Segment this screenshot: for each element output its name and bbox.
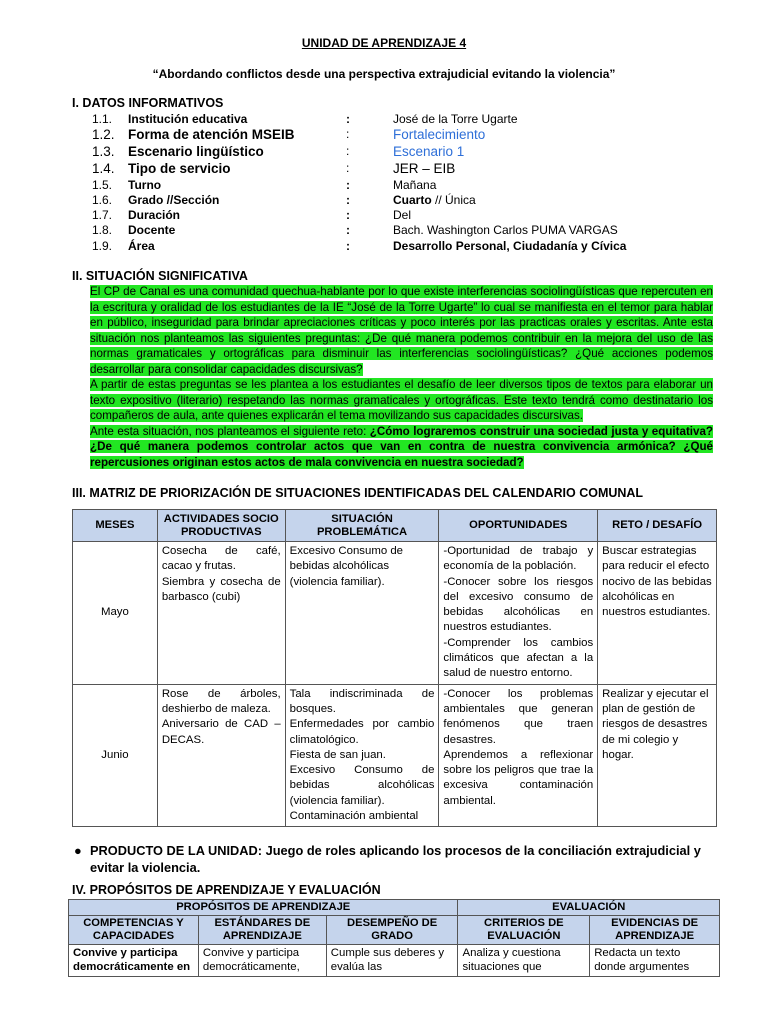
situacion-item: Excesivo Consumo de bebidas alcohólicas (violencia familiar). bbox=[289, 545, 403, 588]
section-matriz-title: III. MATRIZ DE PRIORIZACIÓN DE SITUACIONES IDENTIFICADAS DEL CALENDARIO COMUNAL bbox=[72, 486, 644, 500]
section-datos-title: I. DATOS INFORMATIVOS bbox=[72, 96, 224, 110]
info-colon: : bbox=[346, 178, 350, 192]
info-label: Tipo de servicio bbox=[128, 161, 231, 176]
info-label: Área bbox=[128, 239, 155, 253]
table-row bbox=[69, 945, 720, 977]
header-situacion: SITUACIÓN PROBLEMÁTICA bbox=[285, 510, 439, 542]
oportunidades-cell bbox=[439, 684, 598, 827]
header-estandares: ESTÁNDARES DE APRENDIZAJE bbox=[198, 916, 326, 945]
info-row-grado bbox=[92, 193, 712, 209]
mes-cell: Junio bbox=[73, 684, 158, 827]
info-colon: : bbox=[346, 144, 350, 158]
situacion-text bbox=[90, 284, 713, 470]
info-value bbox=[393, 193, 476, 207]
info-num: 1.5. bbox=[92, 178, 113, 192]
info-num: 1.3. bbox=[92, 144, 115, 159]
actividades-cell bbox=[157, 684, 285, 827]
info-num: 1.8. bbox=[92, 223, 113, 237]
info-colon: : bbox=[346, 193, 350, 207]
matriz-header-row bbox=[73, 510, 717, 542]
info-num: 1.4. bbox=[92, 161, 115, 176]
competencia-cell: Convive y participa democráticamente en bbox=[69, 945, 199, 977]
info-label: Escenario lingüístico bbox=[128, 144, 264, 159]
oportunidad-item: -Comprender los cambios climáticos que afectan a la salud de nuestro entorno. bbox=[443, 636, 594, 680]
propositos-group-row bbox=[69, 900, 720, 916]
info-num: 1.1. bbox=[92, 112, 113, 126]
situacion-item: Contaminación ambiental bbox=[289, 810, 419, 823]
info-value: José de la Torre Ugarte bbox=[393, 112, 518, 126]
situacion-paragraph-1: El CP de Canal es una comunidad quechua-hablante por lo que existe interferencias sociolingüísticas que repercuten en la escritura y oralidad de los estudiantes de la IE “José de la Torre Ugarte” lo cual se manifiesta en el temor para hablar en público, inseguridad para brindar apreciaciones críticas y poco interés por las practicas orales y escritas. Ante esta situación nos planteamos las siguientes preguntas: ¿De qué manera podemos contribuir en la mejora del uso de las normas gramaticales y ortográficas para disminuir las interferencias sociolingüísticas? ¿Qué acciones podemos desarrollar para consolidar capacidades discursivas? bbox=[90, 285, 713, 376]
info-value: Del bbox=[393, 208, 412, 222]
info-colon: : bbox=[346, 223, 350, 237]
producto-text: Juego de roles aplicando los procesos de la conciliación extrajudicial y evitar la violencia. bbox=[90, 843, 701, 875]
reto-cell: Buscar estrategias para reducir el efecto nocivo de las bebidas alcohólicas en nuestros estudiantes. bbox=[598, 542, 717, 685]
info-label: Grado //Sección bbox=[128, 193, 220, 207]
oportunidad-item: -Oportunidad de trabajo y economía de la población. bbox=[443, 545, 594, 573]
mes-cell: Mayo bbox=[73, 542, 158, 685]
bullet-icon: ● bbox=[74, 843, 82, 858]
situacion-item: Excesivo Consumo de bebidas alcohólicas (violencia familiar). bbox=[289, 764, 435, 807]
info-colon: : bbox=[346, 239, 350, 253]
info-value: Desarrollo Personal, Ciudadanía y Cívica bbox=[393, 239, 627, 253]
situacion-cell bbox=[285, 542, 439, 685]
info-row-escenario bbox=[92, 144, 712, 160]
propositos-header-row bbox=[69, 916, 720, 945]
info-label: Institución educativa bbox=[128, 112, 248, 126]
oportunidad-item: -Conocer sobre los riesgos del excesivo consumo de bebidas alcohólicas en nuestros estudiantes. bbox=[443, 575, 594, 634]
header-desempeno: DESEMPEÑO DE GRADO bbox=[326, 916, 458, 945]
header-competencias: COMPETENCIAS Y CAPACIDADES bbox=[69, 916, 199, 945]
propositos-table bbox=[68, 899, 720, 977]
situacion-reto-questions: ¿Cómo lograremos construir una sociedad justa y equitativa? ¿De qué manera podemos controlar actos que van en contra de nuestra convivencia armónica? ¿Qué repercusiones originan estos actos de mala convivencia en nuestra sociedad? bbox=[90, 424, 713, 469]
info-value: Fortalecimiento bbox=[393, 127, 486, 142]
situacion-item: Fiesta de san juan. bbox=[289, 748, 386, 761]
info-row-tipo-servicio bbox=[92, 161, 712, 177]
info-value: Bach. Washington Carlos PUMA VARGAS bbox=[393, 223, 618, 237]
situacion-paragraph-2: A partir de estas preguntas se les plantea a los estudiantes el desafío de leer diversos tipos de textos para elaborar un texto expositivo (literario) respetando las normas gramaticales y ortográficas. Este texto tendrá como destinatario los compañeros de aula, ante quienes explicarán el tema movilizando sus capacidades discursivas. bbox=[90, 378, 713, 422]
producto-label: PRODUCTO DE LA UNIDAD: bbox=[90, 843, 263, 858]
oportunidades-cell bbox=[439, 542, 598, 685]
table-row bbox=[73, 542, 717, 685]
header-evidencias: EVIDENCIAS DE APRENDIZAJE bbox=[590, 916, 720, 945]
info-value: JER – EIB bbox=[393, 161, 456, 176]
header-meses: MESES bbox=[73, 510, 158, 542]
actividad-item: Cosecha de café, cacao y frutas. bbox=[161, 545, 281, 573]
info-row-docente bbox=[92, 223, 712, 239]
grado-value: Cuarto bbox=[393, 193, 432, 207]
header-oportunidades: OPORTUNIDADES bbox=[439, 510, 598, 542]
info-value: Mañana bbox=[393, 178, 437, 192]
unit-title: UNIDAD DE APRENDIZAJE 4 bbox=[301, 36, 467, 50]
info-label: Turno bbox=[128, 178, 162, 192]
situacion-cell bbox=[285, 684, 439, 827]
info-colon: : bbox=[346, 208, 350, 222]
info-label: Docente bbox=[128, 223, 176, 237]
info-num: 1.9. bbox=[92, 239, 113, 253]
info-row-institucion bbox=[92, 112, 712, 128]
matriz-table bbox=[72, 509, 717, 827]
section-situacion-title: II. SITUACIÓN SIGNIFICATIVA bbox=[72, 269, 248, 283]
reto-cell: Realizar y ejecutar el plan de gestión de riesgos de desastres de mi colegio y hogar. bbox=[598, 684, 717, 827]
info-label: Forma de atención MSEIB bbox=[128, 127, 295, 142]
situacion-item: Tala indiscriminada de bosques. bbox=[289, 687, 435, 715]
header-actividades: ACTIVIDADES SOCIO PRODUCTIVAS bbox=[157, 510, 285, 542]
criterio-cell: Analiza y cuestiona situaciones que bbox=[458, 945, 590, 977]
info-num: 1.2. bbox=[92, 127, 115, 142]
actividad-item: Aniversario de CAD – DECAS. bbox=[161, 718, 281, 746]
header-reto: RETO / DESAFÍO bbox=[598, 510, 717, 542]
header-evaluacion-group: EVALUACIÓN bbox=[458, 900, 720, 916]
actividad-item: Rose de árboles, deshierbo de maleza. bbox=[161, 687, 281, 715]
info-colon: : bbox=[346, 127, 350, 141]
info-row-forma-atencion bbox=[92, 127, 712, 143]
estandar-cell: Convive y participa democráticamente, bbox=[198, 945, 326, 977]
info-row-duracion bbox=[92, 208, 712, 224]
actividad-item: Siembra y cosecha de barbasco (cubi) bbox=[161, 575, 281, 603]
info-label: Duración bbox=[128, 208, 181, 222]
actividades-cell bbox=[157, 542, 285, 685]
header-criterios: CRITERIOS DE EVALUACIÓN bbox=[458, 916, 590, 945]
oportunidad-item: -Conocer los problemas ambientales que generan fenómenos que traen desastres. bbox=[443, 687, 594, 746]
section-propositos-title: IV. PROPÓSITOS DE APRENDIZAJE Y EVALUACIÓN bbox=[72, 883, 381, 897]
table-row bbox=[73, 684, 717, 827]
unit-subtitle: “Abordando conflictos desde una perspectiva extrajudicial evitando la violencia” bbox=[152, 67, 616, 81]
desempeno-cell: Cumple sus deberes y evalúa las bbox=[326, 945, 458, 977]
situacion-item: Enfermedades por cambio climatológico. bbox=[289, 718, 435, 746]
situacion-reto-intro: Ante esta situación, nos planteamos el siguiente reto: bbox=[90, 424, 370, 438]
evidencia-cell: Redacta un texto donde argumentes bbox=[590, 945, 720, 977]
info-num: 1.7. bbox=[92, 208, 113, 222]
info-row-turno bbox=[92, 178, 712, 194]
info-value: Escenario 1 bbox=[393, 144, 465, 159]
info-colon: : bbox=[346, 112, 350, 126]
seccion-value: // Única bbox=[431, 193, 476, 207]
info-num: 1.6. bbox=[92, 193, 113, 207]
header-propositos-group: PROPÓSITOS DE APRENDIZAJE bbox=[69, 900, 458, 916]
oportunidad-item: Aprendemos a reflexionar sobre los peligros que trae la excesiva contaminación ambiental. bbox=[443, 748, 594, 807]
info-row-area bbox=[92, 239, 712, 255]
info-colon: : bbox=[346, 161, 350, 175]
